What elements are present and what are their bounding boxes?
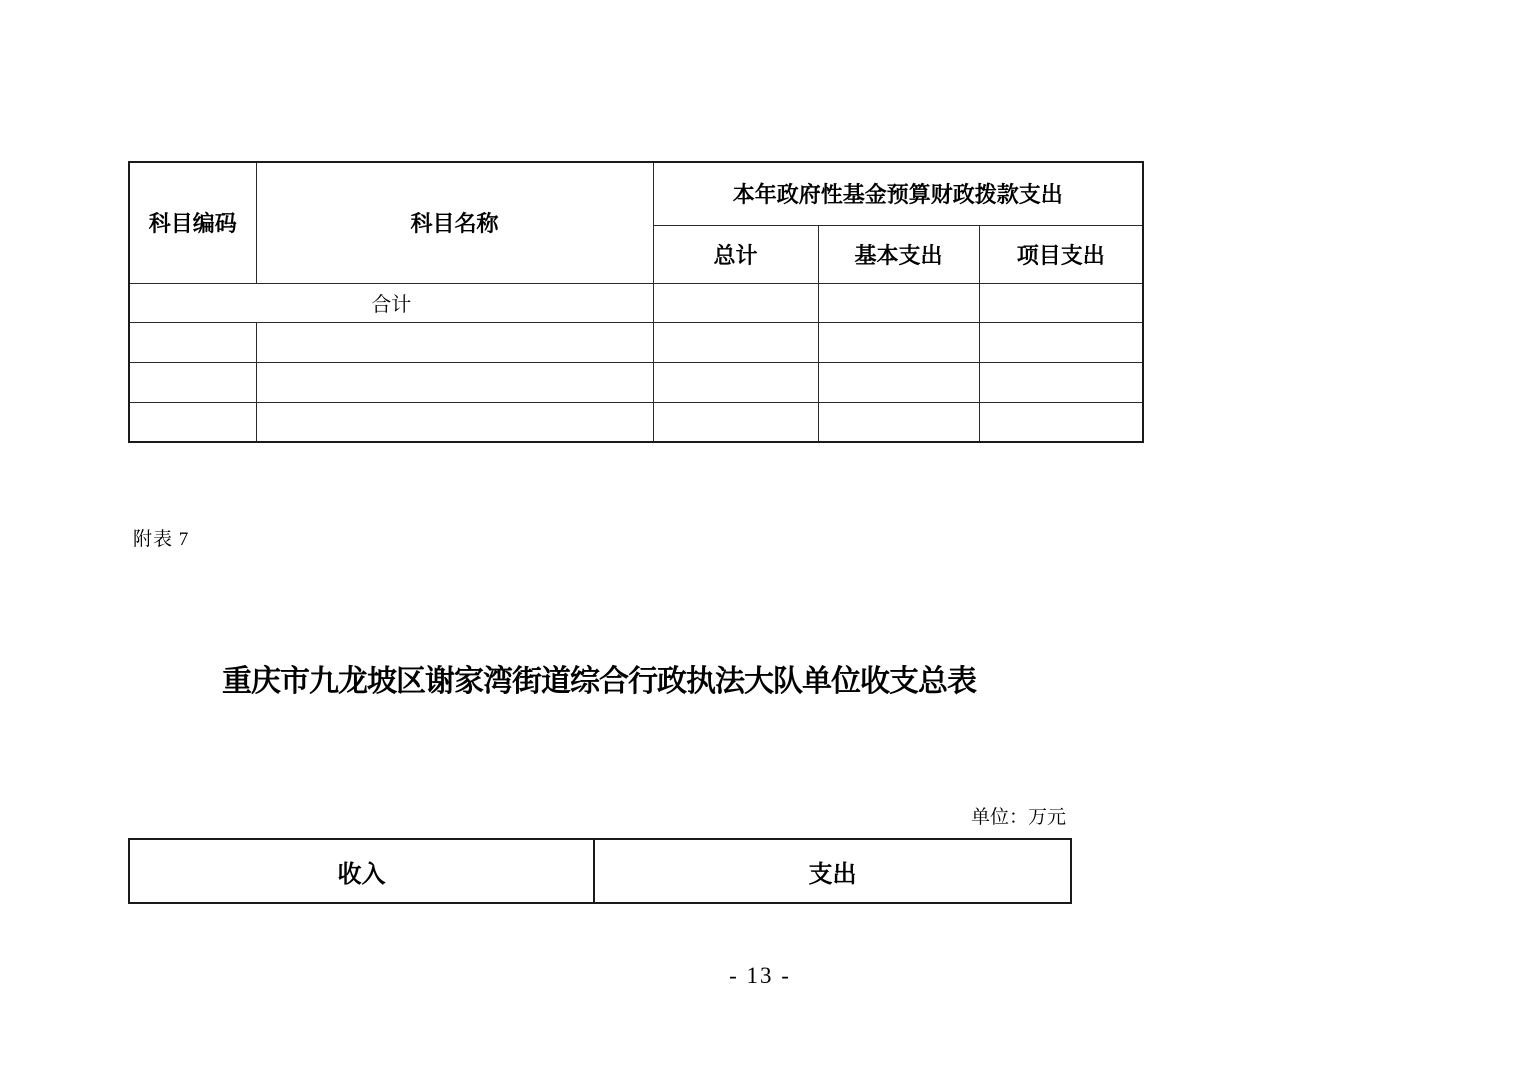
- name-cell: [256, 362, 653, 402]
- header-basic-expenditure: 基本支出: [818, 225, 979, 283]
- total-row-basic-cell: [818, 283, 979, 322]
- attachment-label: 附表 7: [133, 529, 190, 550]
- income-expenditure-table: [128, 838, 1072, 904]
- header-total: 总计: [653, 225, 818, 283]
- table-row: [129, 402, 1143, 442]
- total-cell: [653, 362, 818, 402]
- report-title: 重庆市九龙坡区谢家湾街道综合行政执法大队单位收支总表: [222, 665, 976, 698]
- code-cell: [129, 362, 256, 402]
- header-expenditure: 支出: [594, 839, 1071, 903]
- total-cell: [653, 402, 818, 442]
- name-cell: [256, 402, 653, 442]
- header-subject-code: 科目编码: [129, 162, 256, 283]
- header-income: 收入: [129, 839, 594, 903]
- project-cell: [979, 322, 1143, 362]
- total-row-total-cell: [653, 283, 818, 322]
- page-number: - 13 -: [729, 963, 791, 988]
- total-row: [129, 283, 1143, 322]
- budget-table-header-row-1: [129, 162, 1143, 225]
- total-row-project-cell: [979, 283, 1143, 322]
- unit-note: 单位：万元: [970, 807, 1066, 828]
- basic-cell: [818, 402, 979, 442]
- project-cell: [979, 362, 1143, 402]
- header-fund-group: 本年政府性基金预算财政拨款支出: [653, 162, 1143, 225]
- total-row-label: 合计: [129, 283, 653, 322]
- code-cell: [129, 402, 256, 442]
- budget-table: [128, 161, 1144, 443]
- table-row: [129, 322, 1143, 362]
- basic-cell: [818, 362, 979, 402]
- summary-header-row: [129, 839, 1071, 903]
- name-cell: [256, 322, 653, 362]
- project-cell: [979, 402, 1143, 442]
- total-cell: [653, 322, 818, 362]
- basic-cell: [818, 322, 979, 362]
- table-row: [129, 362, 1143, 402]
- header-subject-name: 科目名称: [256, 162, 653, 283]
- code-cell: [129, 322, 256, 362]
- header-project-expenditure: 项目支出: [979, 225, 1143, 283]
